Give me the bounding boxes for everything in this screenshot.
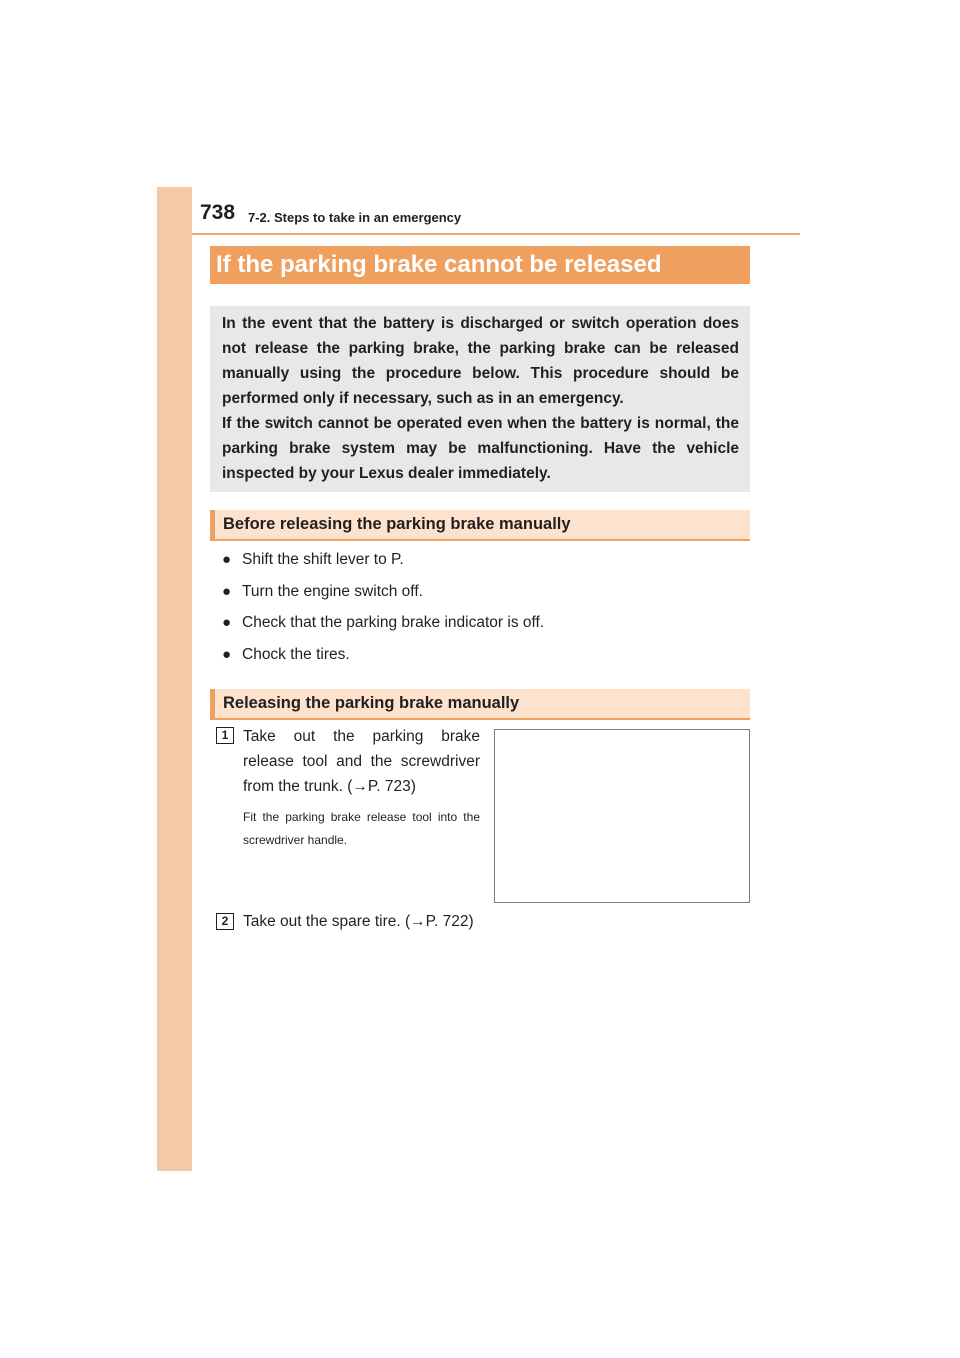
step-1-number: 1 (216, 727, 234, 744)
precaution-list (222, 544, 742, 670)
intro-paragraph-2: If the switch cannot be operated even when the battery is normal, the parking brake system may be malfunctioning. Have the vehicle inspected by your Lexus dealer immediately. (222, 415, 739, 482)
step-1-text: Take out the parking brake release tool and the screwdriver from the trunk. (→P. 723) (243, 728, 480, 795)
page-number: 738 (200, 201, 236, 224)
bullet-icon: ● (222, 614, 232, 631)
list-item (222, 607, 742, 639)
list-item-text: Turn the engine switch off. (242, 582, 423, 600)
intro-box (210, 306, 750, 492)
chapter-side-tab (157, 187, 192, 1171)
step-2-number: 2 (216, 913, 234, 930)
intro-paragraph: In the event that the battery is discharged or switch operation does not release the parking brake, the parking brake can be released manually using the procedure below. This procedure should be performed only if necessary, such as in an emergency. (222, 315, 739, 407)
list-item (222, 544, 742, 576)
bullet-icon: ● (222, 582, 232, 600)
illustration-frame (494, 729, 750, 903)
bullet-icon: ● (222, 551, 232, 568)
list-item-text: Chock the tires. (242, 645, 350, 663)
release-procedure-heading: Releasing the parking brake manually (210, 689, 750, 720)
before-release-heading: Before releasing the parking brake manually (210, 510, 750, 541)
header-divider (192, 233, 800, 235)
page-title: If the parking brake cannot be released (210, 246, 750, 284)
bullet-icon: ● (222, 645, 232, 663)
list-item (222, 576, 742, 608)
step-2-text: Take out the spare tire. (→P. 722) (243, 913, 474, 930)
list-item-text: Shift the shift lever to P. (242, 551, 404, 568)
list-item (222, 639, 742, 671)
list-item-text: Check that the parking brake indicator is off. (242, 614, 545, 631)
section-label: 7-2. Steps to take in an emergency (248, 210, 462, 225)
step-1-note: Fit the parking brake release tool into the screwdriver handle. (243, 810, 480, 847)
